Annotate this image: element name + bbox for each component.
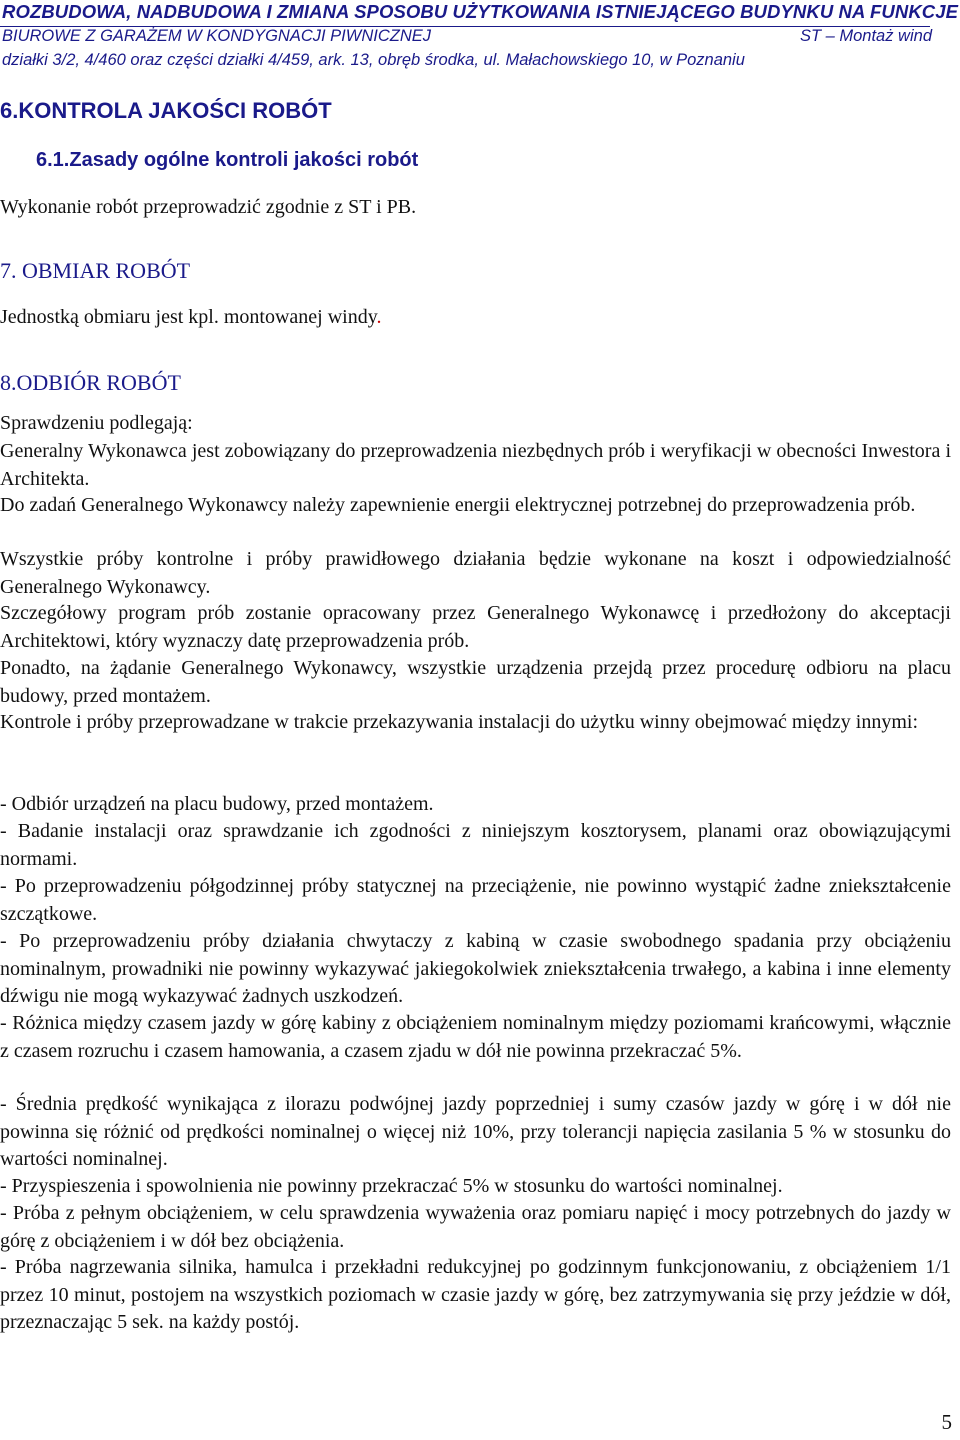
section-8-intro: Sprawdzeniu podlegają: [0, 412, 193, 434]
paragraph: Wszystkie próby kontrolne i próby prawidłowego działania będzie wykonane na koszt i odpowiedzialność Generalnego Wykonawcy. [0, 548, 951, 598]
list-item: - Odbiór urządzeń na placu budowy, przed montażem. [0, 793, 434, 815]
paragraph: Szczegółowy program prób zostanie opracowany przez Generalnego Wykonawcę i przedłożony do akceptacji Architektowi, który wyznaczy datę przeprowadzenia prób. [0, 602, 951, 652]
paragraph: Do zadań Generalnego Wykonawcy należy zapewnienie energii elektrycznej potrzebnej do przeprowadzenia prób. [0, 494, 916, 516]
list-item: - Próba z pełnym obciążeniem, w celu sprawdzenia wyważenia oraz pomiaru napięć i mocy potrzebnych do jazdy w górę z obciążeniem i w dół bez obciążenia. [0, 1202, 951, 1252]
paragraph: Ponadto, na żądanie Generalnego Wykonawcy, wszystkie urządzenia przejdą przez procedurę odbioru na placu budowy, przed montażem. [0, 657, 951, 707]
list-item: - Po przeprowadzeniu próby działania chwytaczy z kabiną w czasie swobodnego spadania przy obciążeniu nominalnym, prowadniki nie powinny wykazywać jakiegokolwiek zniekształcenia trwałego, a kabina i inne elementy dźwigu nie mogą wykazywać żadnych uszkodzeń. [0, 930, 951, 1008]
list-item: - Badanie instalacji oraz sprawdzanie ich zgodności z niniejszym kosztorysem, planami oraz obowiązującymi normami. [0, 820, 951, 870]
page-number: 5 [941, 1410, 952, 1434]
list-item: - Próba nagrzewania silnika, hamulca i przekładni redukcyjnej po godzinnym funkcjonowaniu, z obciążeniem 1/1 przez 10 minut, postojem na wszystkich poziomach w czasie jazdy w górę, bez zatrzymywania się przy jeździe w dół, przeznaczając 5 sek. na każdy postój. [0, 1256, 951, 1334]
list-item: - Różnica między czasem jazdy w górę kabiny z obciążeniem nominalnym między poziomami krańcowymi, włącznie z czasem rozruchu i czasem hamowania, a czasem zjadu w dół nie powinna przekraczać 5%. [0, 1012, 951, 1062]
section-7-text-body: Jednostką obmiaru jest kpl. montowanej windy [0, 306, 377, 328]
list-item: - Przyspieszenia i spowolnienia nie powinny przekraczać 5% w stosunku do wartości nominalnej. [0, 1175, 783, 1197]
section-7-title: 7. OBMIAR ROBÓT [0, 258, 191, 283]
list-item: - Po przeprowadzeniu półgodzinnej próby statycznej na przeciążenie, nie powinno wystąpić żadne zniekształcenie szczątkowe. [0, 875, 951, 925]
list-item: - Średnia prędkość wynikająca z ilorazu podwójnej jazdy poprzedniej i sumy czasów jazdy w górę i w dół nie powinna się różnić od prędkości nominalnej o więcej niż 10%, przy tolerancji napięcia zasilania 5 % w stosunku do wartości nominalnej. [0, 1093, 951, 1171]
header-line2-left: BIUROWE Z GARAŻEM W KONDYGNACJI PIWNICZNEJ [2, 27, 432, 45]
section-6-1-title: 6.1.Zasady ogólne kontroli jakości robót [36, 149, 419, 171]
section-7-text-dot: . [376, 306, 382, 328]
section-7-text [0, 304, 951, 332]
section-8-title: 8.ODBIÓR ROBÓT [0, 370, 181, 395]
section-6-1-text: Wykonanie robót przeprowadzić zgodnie z ST i PB. [0, 196, 417, 218]
header-spec-label: ST – Montaż wind [799, 27, 932, 45]
paragraph: Kontrole i próby przeprowadzane w trakcie przekazywania instalacji do użytku winny obejmować między innymi: [0, 711, 919, 733]
header-title-line2 [2, 24, 932, 48]
header-title-line1: ROZBUDOWA, NADBUDOWA I ZMIANA SPOSOBU UŻYTKOWANIA ISTNIEJĄCEGO BUDYNKU NA FUNKCJE [2, 1, 959, 22]
section-6-title: 6.KONTROLA JAKOŚCI ROBÓT [0, 98, 332, 123]
paragraph: Generalny Wykonawca jest zobowiązany do przeprowadzenia niezbędnych prób i weryfikacji w obecności Inwestora i Architekta. [0, 440, 951, 490]
header-location: działki 3/2, 4/460 oraz części działki 4/459, ark. 13, obręb środka, ul. Małachowskiego 10, w Poznaniu [2, 51, 745, 69]
